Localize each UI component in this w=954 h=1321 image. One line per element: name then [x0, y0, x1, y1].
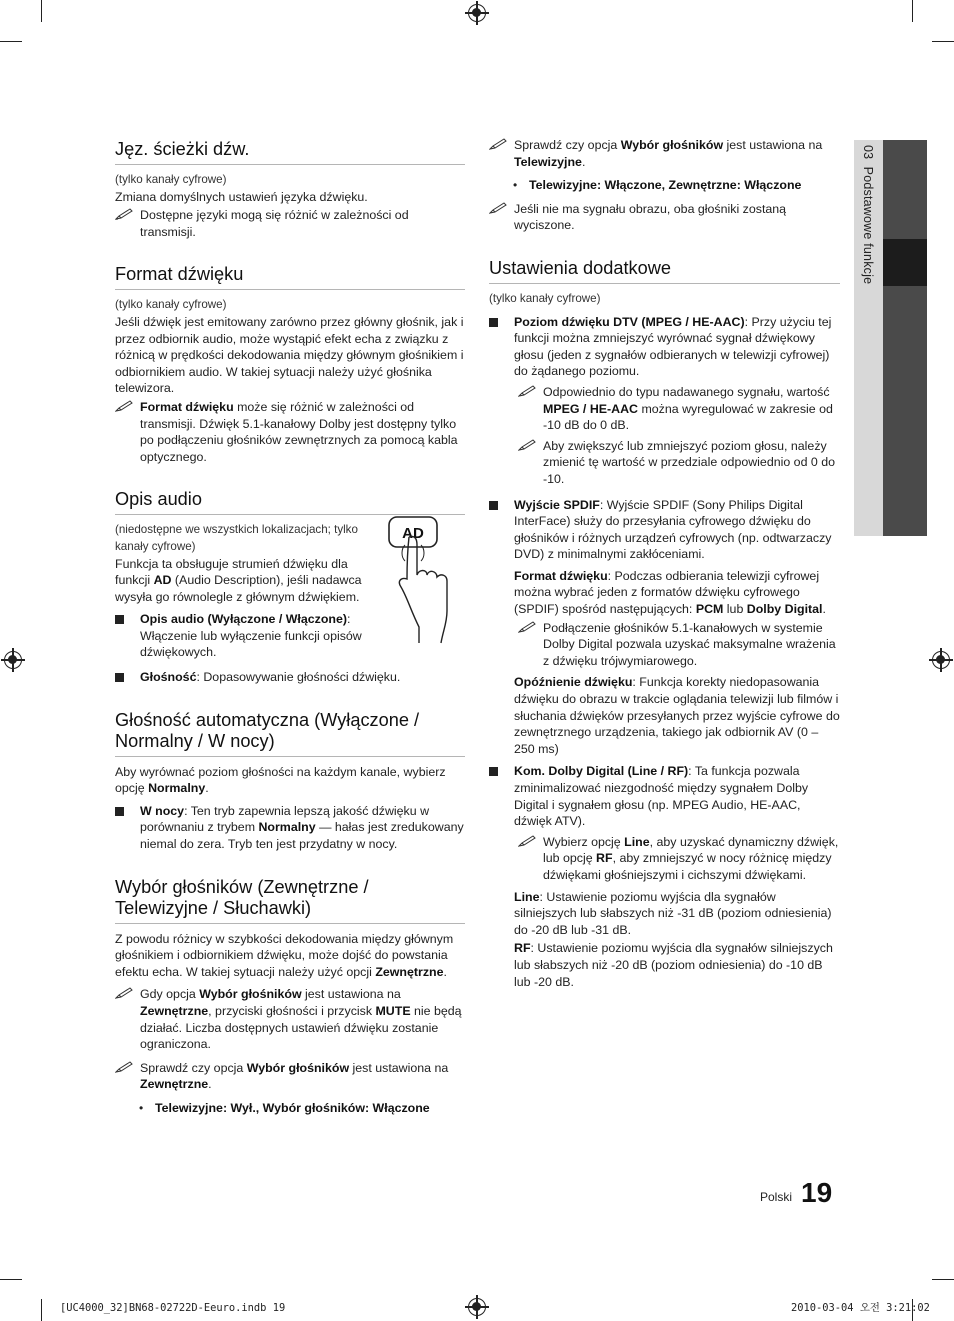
section-auto-volume	[115, 710, 465, 853]
registration-mark-icon	[468, 1298, 486, 1316]
square-bullet-icon	[489, 767, 498, 776]
print-footer-file: [UC4000_32]BN68-02722D-Eeuro.indb 19	[60, 1302, 286, 1314]
list-item: • Telewizyjne: Wył., Wybór głośników: Włączone	[139, 1100, 430, 1115]
crop-mark	[0, 1279, 22, 1280]
list-item: Opis audio (Wyłączone / Włączone): Włączenie lub wyłączenie funkcji opisów dźwiękowych.	[115, 611, 367, 661]
section-title: Jęz. ścieżki dźw.	[115, 139, 465, 165]
section-title: Format dźwięku	[115, 264, 465, 290]
scope-note: (tylko kanały cyfrowe)	[489, 291, 601, 305]
crop-mark	[0, 41, 22, 42]
paragraph: Line: Ustawienie poziomu wyjścia dla sygnałów silniejszych lub słabszych niż -31 dB (poziom odniesienia) do -20 dB lub -31 dB.	[514, 889, 832, 937]
note	[115, 207, 465, 240]
list-item: Kom. Dolby Digital (Line / RF): Ta funkcja pozwala zminimalizować niezgodność między sygnałem Dolby Digital i sygnałem głosu (np. MPEG Audio, HE-AAC, dźwięk ATV). Wybierz opcję Line, aby uzyskać dynamiczny dźwięk, lub opcję RF, aby zmniejszyć w nocy różnicę między dźwiękami głośniejszymi i cichszymi dźwiękami. Line: Ustawienie poziomu wyjścia dla sygnałów silniejszych lub słabszych niż -31 dB (poziom odniesienia) do -20 dB lub -31 dB. RF: Ustawienie poziomu wyjścia dla sygnałów silniejszych lub słabszych niż -20 dB (poziom odniesienia) do -10 dB lub -20 dB.	[489, 763, 840, 990]
pencil-note-icon	[518, 620, 540, 634]
square-bullet-icon	[489, 318, 498, 327]
scope-note: (niedostępne we wszystkich lokalizacjach; tylko kanały cyfrowe)	[115, 523, 358, 553]
square-bullet-icon	[115, 615, 124, 624]
right-column	[489, 137, 840, 1014]
note: Aby zwiększyć lub zmniejszyć poziom głosu, należy zmienić tę wartość w przedziale odpowiednio od 0 do -10.	[518, 438, 840, 488]
section-additional-settings	[489, 258, 840, 990]
crop-mark	[41, 0, 42, 22]
list-item: Wyjście SPDIF: Wyjście SPDIF (Sony Philips Digital InterFace) służy do przesyłania cyfrowego dźwięku do głośników i różnych urządzeń cyfrowych (np. odtwarzaczy DVD) z minimalnymi zakłóceniami. Format dźwięku: Podczas odbierania telewizji cyfrowej można wybrać jeden z formatów dźwięku cyfrowego (SPDIF) spośród następujących: PCM lub Dolby Digital. Podłączenie głośników 5.1-kanałowych w systemie Dolby Digital pozwala uzyskać maksymalne wrażenia z dźwięku trójwymiarowego. Opóźnienie dźwięku: Funkcja korekty niedopasowania dźwięku do obrazu w trakcie oglądania telewizji lub filmów i słuchania dźwięków przesyłanych przez wyjście cyfrowe do zewnętrznego urządzenia, takiego jak odbiornik AV (0 – 250 ms)	[489, 497, 840, 758]
pencil-note-icon	[115, 1060, 137, 1074]
pencil-note-icon	[518, 384, 540, 398]
bullet-dot-icon: •	[513, 178, 518, 193]
note-text: Dostępne języki mogą się różnić w zależności od transmisji.	[140, 208, 409, 239]
pencil-note-icon	[115, 207, 137, 221]
square-bullet-icon	[115, 807, 124, 816]
crop-mark	[932, 41, 954, 42]
paragraph: Format dźwięku: Podczas odbierania telewizji cyfrowej można wybrać jeden z formatów dźwięku cyfrowego (SPDIF) spośród następujących: PCM lub Dolby Digital.	[514, 568, 826, 617]
section-description: Funkcja ta obsługuje strumień dźwięku dla funkcji AD (Audio Description), jeśli nadawca wysyła go równolegle z głównym dźwiękiem.	[115, 556, 362, 604]
pencil-note-icon	[489, 137, 511, 151]
scope-note: (tylko kanały cyfrowe)	[115, 173, 227, 186]
ad-button-label: AD	[402, 525, 424, 543]
chapter-tab-marker	[883, 239, 927, 286]
section-description: Z powodu różnicy w szybkości dekodowania między głównym głośnikiem i odbiornikiem dźwięku, może dojść do powstania efektu echa. W takiej sytuacji należy użyć opcji Zewnętrzne.	[115, 931, 454, 979]
registration-mark-icon	[468, 4, 486, 22]
note: Sprawdź czy opcja Wybór głośników jest ustawiona na Telewizyjne.	[489, 137, 840, 170]
square-bullet-icon	[115, 673, 124, 682]
section-sound-format	[115, 264, 465, 465]
list-item: Poziom dźwięku DTV (MPEG / HE-AAC): Przy użyciu tej funkcji można zmniejszyć wyrównać sygnał dźwiękowy głosu (jeden z sygnałów odbieranych w telewizji cyfrowej) do żądanego poziomu. Odpowiednio do typu nadawanego sygnału, wartość MPEG / HE-AAC można wyregulować w zakresie od -10 dB do 0 dB. Aby zwiększyć lub zmniejszyć poziom głosu, należy zmienić tę wartość w przedziale odpowiednio od 0 do -10.	[489, 314, 840, 488]
remote-ad-button-hand-icon	[385, 515, 465, 645]
note	[115, 399, 465, 465]
section-title: Ustawienia dodatkowe	[489, 258, 840, 284]
note-text: może się różnić w zależności od transmisji. Dźwięk 5.1-kanałowy Dolby jest dostępny tylko po podłączeniu głośników zewnętrznych za pomocą kabla optycznego.	[140, 399, 458, 464]
paragraph: Opóźnienie dźwięku: Funkcja korekty niedopasowania dźwięku do obrazu w trakcie oglądania telewizji lub filmów i słuchania dźwięków przesyłanych przez wyjście cyfrowe do zewnętrznego urządzenia, takiego jak odbiornik AV (0 – 250 ms)	[514, 675, 840, 756]
pencil-note-icon	[115, 399, 137, 413]
section-description: Jeśli dźwięk jest emitowany zarówno przez główny głośnik, jak i przez odbiornik audio, może wystąpić efekt echa z związku z różnicą w prędkości dekodowania między głównym głośnikiem i odbiornikiem audio. W takiej sytuacji należy użyć głośnika telewizora.	[115, 314, 464, 396]
section-audio-description	[115, 489, 465, 685]
speaker-continued	[489, 137, 840, 234]
pencil-note-icon	[518, 438, 540, 452]
list-item: Głośność: Dopasowywanie głośności dźwięku.	[115, 669, 465, 686]
section-speaker-select	[115, 877, 465, 1117]
registration-mark-icon	[932, 651, 950, 669]
paragraph: RF: Ustawienie poziomu wyjścia dla sygnałów silniejszych lub słabszych niż -20 dB (poziom odniesienia) do -10 dB lub -20 dB.	[514, 941, 833, 989]
scope-note: (tylko kanały cyfrowe)	[115, 298, 227, 312]
pencil-note-icon	[115, 986, 137, 1000]
chapter-tab-dark-band	[883, 140, 927, 536]
bullet-dot-icon: •	[139, 1100, 144, 1115]
print-footer-timestamp: 2010-03-04 오전 3:21:02	[791, 1302, 930, 1314]
pencil-note-icon	[489, 201, 511, 215]
crop-mark	[912, 0, 913, 22]
section-description: Zmiana domyślnych ustawień języka dźwięku.	[115, 189, 368, 204]
section-description: Aby wyrównać poziom głośności na każdym kanale, wybierz opcję Normalny.	[115, 764, 446, 796]
note: Odpowiednio do typu nadawanego sygnału, wartość MPEG / HE-AAC można wyregulować w zakresie od -10 dB do 0 dB.	[518, 384, 840, 434]
note: Podłączenie głośników 5.1-kanałowych w systemie Dolby Digital pozwala uzyskać maksymalne wrażenia z dźwięku trójwymiarowego.	[518, 620, 840, 670]
note: Sprawdź czy opcja Wybór głośników jest ustawiona na Zewnętrzne.	[115, 1060, 465, 1093]
section-title: Głośność automatyczna (Wyłączone / Normalny / W nocy)	[115, 710, 465, 757]
list-item: • Telewizyjne: Włączone, Zewnętrzne: Włączone	[513, 178, 802, 193]
section-title: Opis audio	[115, 489, 465, 515]
note: Jeśli nie ma sygnału obrazu, oba głośniki zostaną wyciszone.	[489, 201, 840, 234]
left-column	[115, 139, 465, 1141]
registration-mark-icon	[4, 651, 22, 669]
square-bullet-icon	[489, 501, 498, 510]
page-number: 19	[801, 1177, 833, 1208]
section-title: Wybór głośników (Zewnętrzne / Telewizyjne / Słuchawki)	[115, 877, 465, 924]
note: Wybierz opcję Line, aby uzyskać dynamiczny dźwięk, lub opcję RF, aby zmniejszyć w nocy różnicę między dźwiękami głośniejszymi i cichszymi dźwiękami.	[518, 834, 840, 884]
chapter-tab-label: 03 Podstawowe funkcje	[861, 145, 875, 285]
pencil-note-icon	[518, 834, 540, 848]
section-audio-language	[115, 139, 465, 240]
page-language: Polski	[760, 1190, 793, 1204]
note-bold: Format dźwięku	[140, 399, 234, 414]
crop-mark	[41, 1299, 42, 1321]
crop-mark	[932, 1279, 954, 1280]
note: Gdy opcja Wybór głośników jest ustawiona na Zewnętrzne, przyciski głośności i przycisk MUTE nie będą działać. Liczba dostępnych ustawień dźwięku zostanie ograniczona.	[115, 986, 465, 1052]
list-item: W nocy: Ten tryb zapewnia lepszą jakość dźwięku w porównaniu z trybem Normalny — hałas jest zredukowany niemal do zera. Tryb ten jest przydatny w nocy.	[115, 803, 465, 853]
